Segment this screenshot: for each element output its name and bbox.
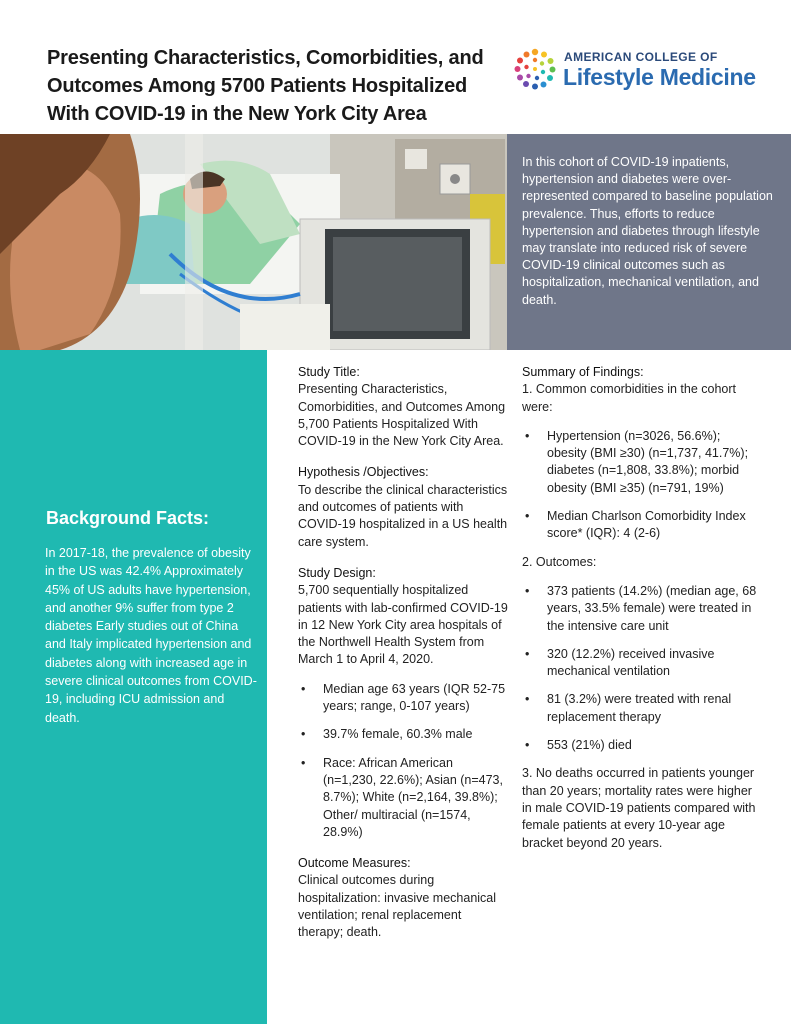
list-item: • 39.7% female, 60.3% male	[298, 726, 508, 743]
list-item: • 553 (21%) died	[522, 737, 762, 754]
comorbidities-list	[522, 428, 762, 543]
study-design-section	[298, 565, 508, 841]
hospital-photo	[0, 134, 507, 350]
background-facts-panel	[0, 350, 267, 1024]
section-text: 5,700 sequentially hospitalized patients with lab-confirmed COVID-19 in 12 New York City area hospitals of the Northwell Health System from March 1 to April 4, 2020.	[298, 583, 508, 667]
list-item: • Median age 63 years (IQR 52-75 years; range, 0-107 years)	[301, 681, 506, 714]
section-heading: Hypothesis /Objectives:	[298, 465, 429, 480]
bullet-icon: •	[525, 428, 530, 443]
bullet-icon: •	[525, 738, 530, 753]
section-text: Clinical outcomes during hospitalization: invasive mechanical ventilation; renal replacement therapy; death.	[298, 873, 497, 940]
outcomes-list	[522, 583, 762, 754]
logo-text-top: AMERICAN COLLEGE OF	[564, 50, 718, 64]
list-item: • Race: African American (n=1,230, 22.6%); Asian (n=473, 8.7%); White (n=2,164, 39.8%); Other/ multiracial (n=1574, 28.9%)	[301, 755, 503, 839]
findings-column	[522, 364, 762, 852]
bullet-icon: •	[525, 583, 530, 598]
study-title-section	[298, 364, 508, 450]
background-facts-text: In 2017-18, the prevalence of obesity in the US was 42.4% Approximately 45% of US adults have hypertension, and another 9% suffer from type 2 diabetes Early studies out of China and Italy implicated hypertension and diabetes along with increased age in severe clinical outcomes from COVID-19, including ICU admission and death.	[45, 546, 257, 725]
title-line: Outcomes Among 5700 Patients Hospitalized	[47, 75, 468, 97]
bullet-icon: •	[301, 755, 306, 770]
background-facts-heading: Background Facts:	[46, 508, 210, 528]
list-item: • Median Charlson Comorbidity Index score* (IQR): 4 (2-6)	[525, 509, 746, 541]
hospital-photo-illustration	[0, 134, 507, 350]
section-text: 3. No deaths occurred in patients younger than 20 years; mortality rates were higher in male COVID-19 patients compared with female patients at every 10-year age bracket beyond 20 years.	[522, 766, 756, 850]
section-heading: Summary of Findings:	[522, 365, 644, 379]
title-line: With COVID-19 in the New York City Area	[47, 103, 427, 125]
list-item: • 373 patients (14.2%) (median age, 68 years, 33.5% female) were treated in the intensive care unit	[525, 583, 757, 633]
bullet-icon: •	[525, 692, 530, 707]
list-item: • 81 (3.2%) were treated with renal replacement therapy	[525, 692, 732, 724]
design-bullet-list	[298, 681, 508, 841]
key-finding-callout	[507, 134, 791, 350]
logo-dots-icon	[512, 46, 558, 92]
section-heading: Study Design:	[298, 565, 376, 580]
list-item: • 320 (12.2%) received invasive mechanical ventilation	[525, 646, 715, 679]
page-title	[47, 44, 487, 128]
bullet-icon: •	[525, 646, 530, 661]
title-line: Presenting Characteristics, Comorbidities, and	[47, 47, 484, 69]
bullet-icon: •	[525, 509, 530, 524]
bullet-icon: •	[301, 681, 306, 696]
section-text: To describe the clinical characteristics and outcomes of patients with COVID-19 hospitalized in a US health care system.	[298, 482, 508, 549]
section-heading: Study Title:	[298, 365, 360, 379]
bullet-icon: •	[301, 727, 306, 742]
acolm-logo	[512, 44, 762, 94]
section-text: Presenting Characteristics, Comorbidities, and Outcomes Among 5,700 Patients Hospitalized With COVID-19 in the New York City Area.	[298, 382, 506, 449]
callout-text: In this cohort of COVID-19 inpatients, hypertension and diabetes were over-represented compared to baseline population prevalence. Thus, efforts to reduce hypertension and diabetes through lifestyle may translate into reduced risk of severe COVID-19 clinical outcomes such as hospitalization, mechanical ventilation, and death.	[522, 155, 773, 307]
section-heading: Outcome Measures:	[298, 856, 411, 871]
section-text: 1. Common comorbidities in the cohort were:	[522, 382, 736, 414]
hypothesis-section	[298, 464, 508, 550]
outcome-measures-section	[298, 855, 508, 941]
logo-text-main: Lifestyle Medicine	[563, 64, 756, 90]
study-details-column	[298, 364, 508, 956]
list-item: • Hypertension (n=3026, 56.6%); obesity (BMI ≥30) (n=1,737, 41.7%); diabetes (n=1,808, 33.8%); morbid obesity (BMI ≥35) (n=791, 19%)	[525, 428, 749, 495]
section-text: 2. Outcomes:	[522, 554, 597, 569]
